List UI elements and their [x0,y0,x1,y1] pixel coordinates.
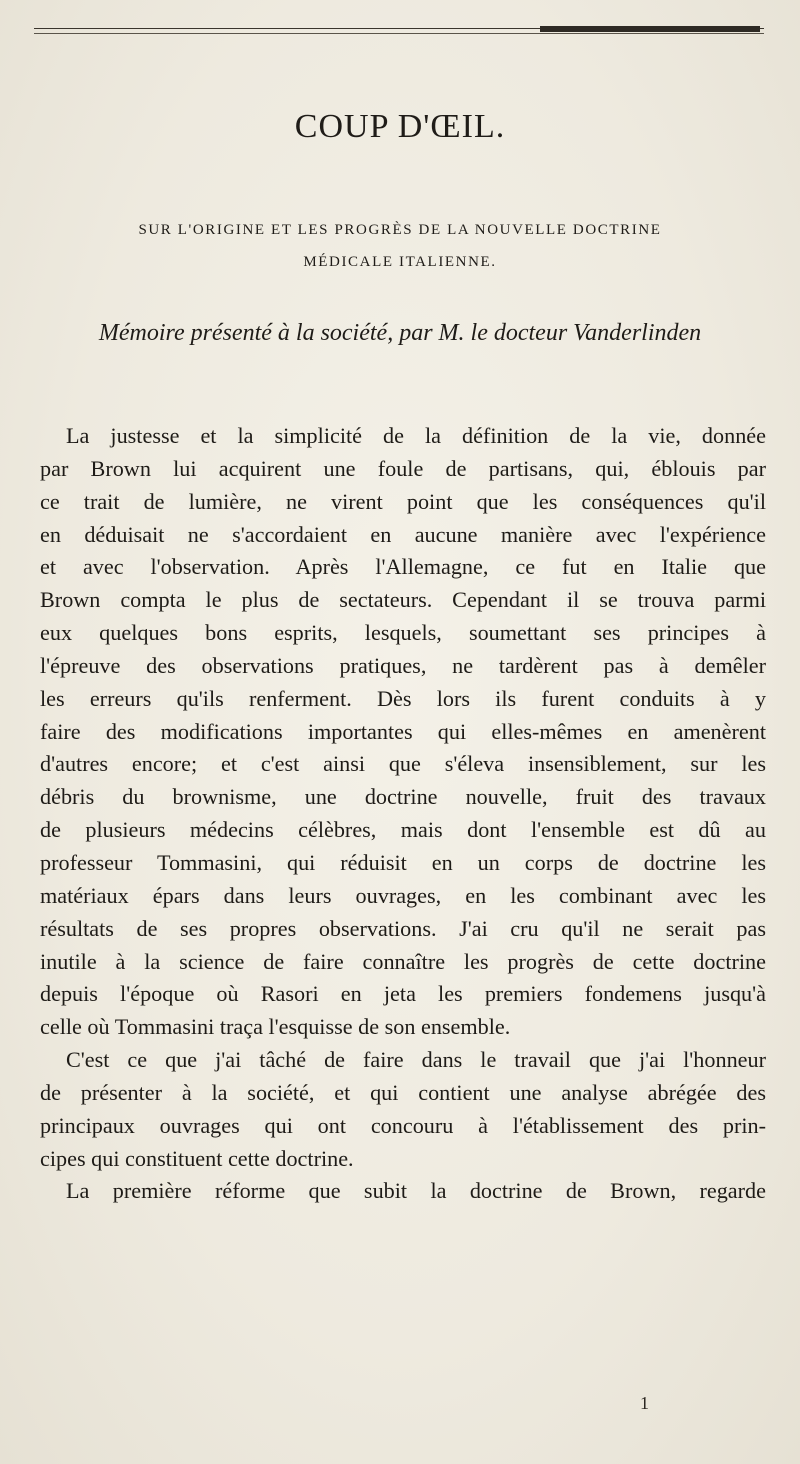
byline: Mémoire présenté à la société, par M. le docteur Vanderlinden [98,320,702,346]
body-line: inutile à la science de faire connaître les progrès de cette doctrine [40,948,766,974]
body-line: cipes qui constituent cette doctrine. [40,1145,354,1171]
body-line: La justesse et la simplicité de la définition de la vie, donnée [66,423,766,448]
body-line: ce trait de lumière, ne virent point que les conséquences qu'il [40,488,766,514]
body-line: celle où Tommasini traça l'esquisse de son ensemble. [40,1014,511,1040]
page-title: COUP D'ŒIL. [294,108,506,145]
body-line: principaux ouvrages qui ont concouru à l'établissement des prin- [40,1112,766,1138]
body-line: les erreurs qu'ils renferment. Dès lors ils furent conduits à y [40,685,766,711]
body-line: de plusieurs médecins célèbres, mais dont l'ensemble est dû au [40,817,766,843]
body-text [40,420,766,1208]
body-line: matériaux épars dans leurs ouvrages, en les combinant avec les [40,882,766,908]
subtitle-line-2: MÉDICALE ITALIENNE. [303,254,497,270]
body-line: par Brown lui acquirent une foule de partisans, qui, éblouis par [40,455,766,481]
body-line: Brown compta le plus de sectateurs. Cependant il se trouva parmi [40,587,766,613]
body-line: débris du brownisme, une doctrine nouvelle, fruit des travaux [40,784,766,810]
body-line: d'autres encore; et c'est ainsi que s'éleva insensiblement, sur les [40,751,766,777]
body-line: de présenter à la société, et qui contient une analyse abrégée des [40,1079,766,1105]
body-line: l'épreuve des observations pratiques, ne tardèrent pas à demêler [40,652,766,678]
body-line: faire des modifications importantes qui elles-mêmes en amenèrent [40,718,766,744]
body-line: eux quelques bons esprits, lesquels, soumettant ses principes à [40,620,766,646]
body-line: professeur Tommasini, qui réduisit en un corps de doctrine les [40,849,766,875]
body-line: C'est ce que j'ai tâché de faire dans le travail que j'ai l'honneur [66,1047,766,1073]
top-rule-mark [540,26,760,32]
body-line: en déduisait ne s'accordaient en aucune manière avec l'expérience [40,521,766,547]
body-line: La première réforme que subit la doctrine de Brown, regarde [66,1178,766,1204]
body-line: et avec l'observation. Après l'Allemagne, ce fut en Italie que [40,554,766,580]
body-line: résultats de ses propres observations. J'ai cru qu'il ne serait pas [40,915,766,941]
subtitle [40,214,760,278]
subtitle-line-1: SUR L'ORIGINE ET LES PROGRÈS DE LA NOUVELLE DOCTRINE [138,222,662,238]
page-folio: 1 [640,1393,649,1413]
body-line: depuis l'époque où Rasori en jeta les premiers fondemens jusqu'à [40,981,766,1007]
